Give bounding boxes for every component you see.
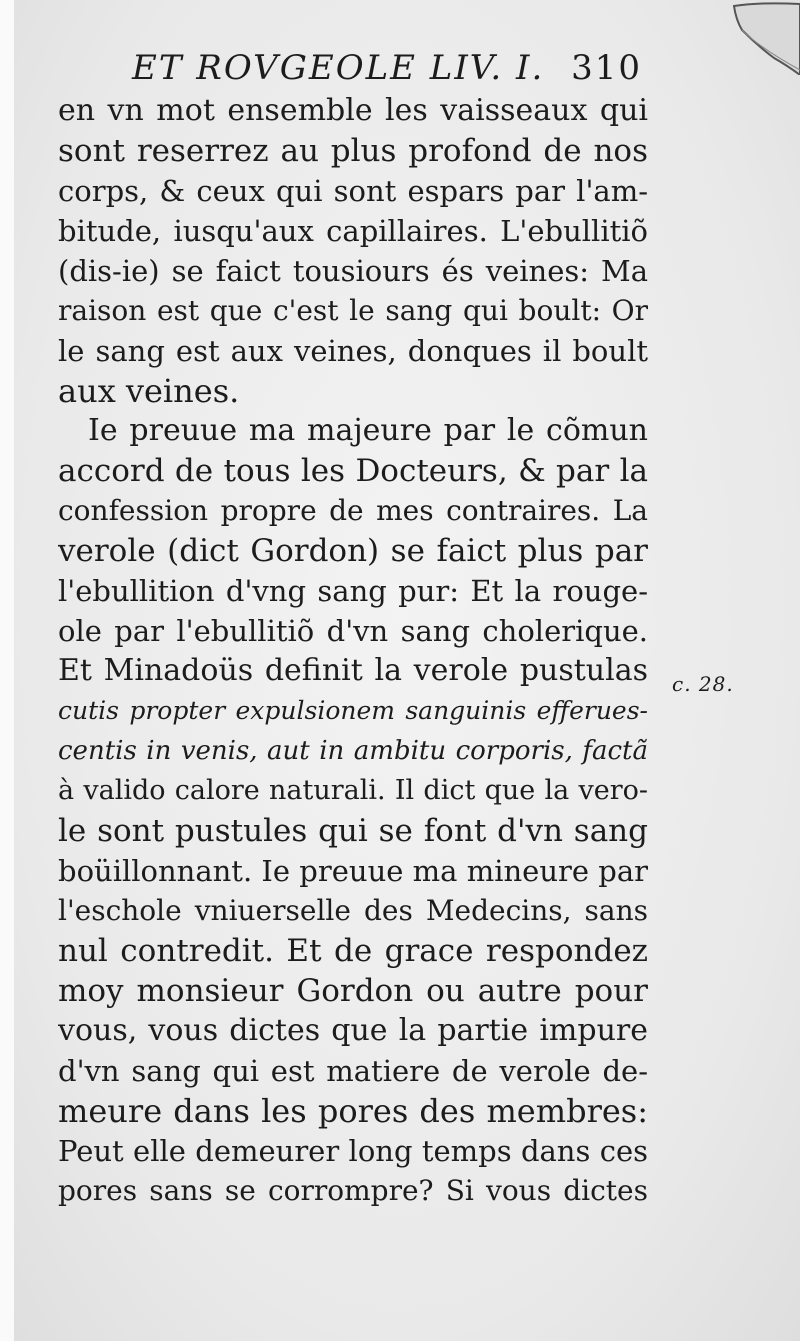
text-line: Peut elle demeurer long temps dans ces (58, 1134, 648, 1168)
running-title: ET ROVGEOLE LIV. I. (132, 48, 545, 88)
text-line: bitude, iusqu'aux capillaires. L'ebullitiõ (58, 214, 648, 248)
margin-note: c. 28. (672, 672, 734, 696)
text-line: Et Minadoüs definit la verole pustulas (58, 653, 648, 688)
text-line: centis in venis, aut in ambitu corporis, factã (58, 736, 648, 766)
text-line: en vn mot ensemble les vaisseaux qui (58, 93, 648, 128)
text-line: boüillonnant. Ie preuue ma mineure par (58, 854, 648, 888)
text-line: d'vn sang qui est matiere de verole de- (58, 1054, 648, 1088)
text-line: le sont pustules qui se font d'vn sang (58, 813, 648, 849)
text-line: nul contredit. Et de grace respondez (58, 933, 648, 969)
body-text (58, 91, 648, 1211)
text-line: meure dans les pores des membres: (58, 1092, 648, 1130)
text-line: vous, vous dictes que la partie impure (58, 1013, 648, 1048)
text-line: à valido calore naturali. Il dict que la vero- (58, 775, 648, 806)
text-line: cutis propter expulsionem sanguinis efferues- (58, 696, 648, 725)
torn-corner (730, 0, 800, 75)
text-line: Ie preuue ma majeure par le cõmun (88, 413, 648, 448)
text-line: aux veines. (58, 372, 240, 410)
text-line: ole par l'ebullitiõ d'vn sang cholerique. (58, 614, 648, 648)
text-line: l'ebullition d'vng sang pur: Et la rouge- (58, 574, 648, 608)
page-edge (0, 0, 14, 1341)
text-line: (dis-ie) se faict tousiours és veines: Ma (58, 254, 648, 288)
page-header (132, 48, 642, 92)
text-line: pores sans se corrompre? Si vous dictes (58, 1174, 648, 1207)
text-line: l'eschole vniuerselle des Medecins, sans (58, 894, 648, 927)
page-number: 310 (571, 48, 642, 88)
text-line: corps, & ceux qui sont espars par l'am- (58, 174, 648, 208)
text-line: le sang est aux veines, donques il boult (58, 334, 648, 368)
text-line: accord de tous les Docteurs, & par la (58, 453, 648, 489)
text-line: raison est que c'est le sang qui boult: Or (58, 294, 648, 327)
text-line: confession propre de mes contraires. La (58, 494, 648, 527)
text-line: sont reserrez au plus profond de nos (58, 133, 648, 169)
text-line: verole (dict Gordon) se faict plus par (58, 533, 648, 569)
text-line: moy monsieur Gordon ou autre pour (58, 973, 648, 1009)
